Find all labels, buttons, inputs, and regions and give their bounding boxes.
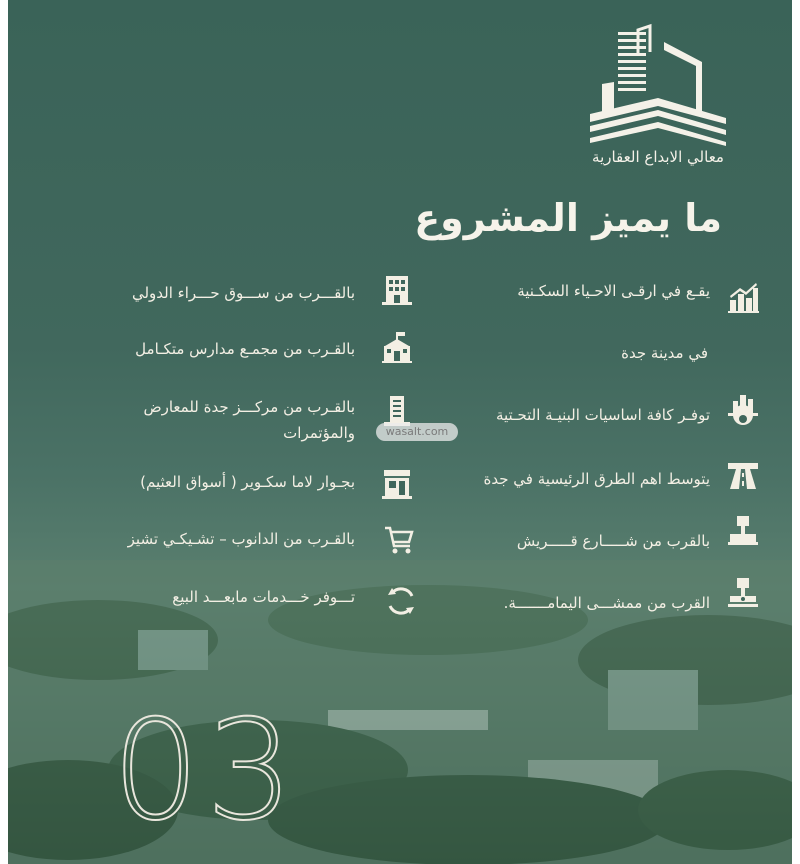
feature-after-sales: تـــوفر خـــدمات مابعـــد البيع bbox=[172, 588, 355, 606]
feature-infrastructure: توفـر كافة اساسيات البنيـة التحـتية bbox=[495, 406, 710, 424]
page-number: 03 bbox=[112, 690, 300, 851]
school-icon bbox=[380, 330, 414, 364]
feature-lama-square: بجـوار لاما سكـوير ( أسواق العثيم) bbox=[140, 473, 355, 491]
company-logo bbox=[578, 22, 738, 172]
feature-exhibition-center: بالقـرب من مركـــز جدة للمعارض bbox=[143, 398, 355, 416]
feature-city: في مدينة جدة bbox=[621, 344, 708, 362]
storefront-icon bbox=[380, 466, 414, 500]
mall-building-icon bbox=[380, 272, 414, 306]
brochure-page bbox=[8, 0, 792, 864]
growth-city-icon bbox=[726, 280, 760, 314]
feature-schools-complex: بالقـرب من مجمـع مدارس متكـامل bbox=[135, 340, 355, 358]
feature-quraish-street: بالقرب من شـــــارع قـــــريش bbox=[516, 532, 710, 550]
buildings-logo-icon bbox=[578, 22, 738, 147]
walkway-icon bbox=[726, 576, 760, 610]
feature-yamama-walkway: القرب من ممشـــى اليمامـــــــة. bbox=[503, 594, 710, 612]
street-sign-icon bbox=[726, 514, 760, 548]
shopping-cart-icon bbox=[382, 522, 416, 556]
infrastructure-gear-icon bbox=[726, 393, 760, 427]
feature-danube: بالقـرب من الدانوب – تشـيكـي تشيز bbox=[127, 530, 355, 548]
watermark: wasalt.com bbox=[376, 423, 458, 441]
feature-location: يقـع في ارقـى الاحـياء السكـنية bbox=[517, 282, 710, 300]
company-name: معالي الابداع العقارية bbox=[592, 148, 724, 166]
feature-main-roads: يتوسط اهم الطرق الرئيسية في جدة bbox=[483, 470, 710, 488]
section-title: ما يميز المشروع bbox=[414, 196, 722, 240]
highway-icon bbox=[726, 457, 760, 491]
feature-hiraa-market: بالقـــرب من ســـوق حـــراء الدولي bbox=[131, 284, 355, 302]
feature-exhibition-center-line2: والمؤتمرات bbox=[283, 424, 355, 442]
gear-service-icon bbox=[384, 584, 418, 618]
